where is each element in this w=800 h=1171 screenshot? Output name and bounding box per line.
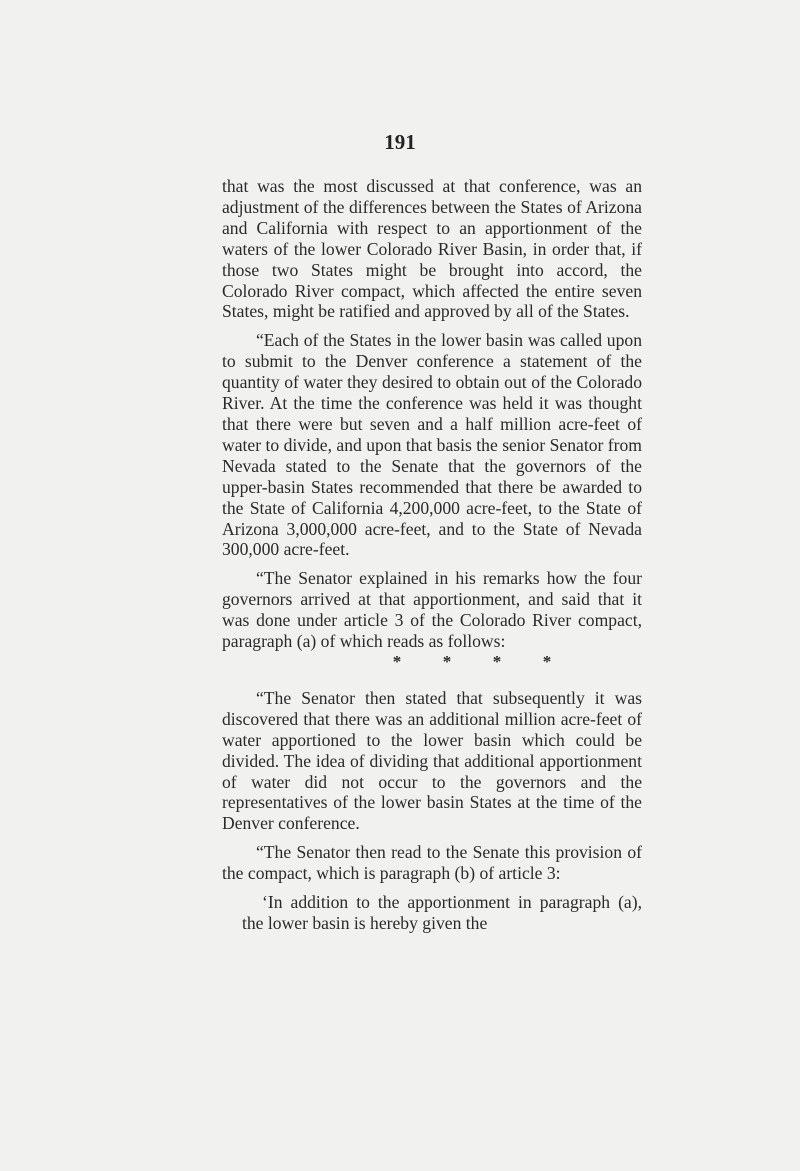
paragraph-denver-conference: “Each of the States in the lower basin was called upon to submit to the Denver conference a statement of the quantity of water they desired to obtain out of the Colorado River. At the time the conference was held it was thought that there were but seven and a half million acre-feet of water to divide, and upon that basis the senior Senator from Nevada stated to the Senate that the governors of the upper-basin States recommended that there be awarded to the State of California 4,200,000 acre-feet, to the State of Arizona 3,000,000 acre-feet, and to the State of Nevada 300,000 acre-feet. — [222, 330, 642, 560]
paragraph-provision: “The Senator then read to the Senate this provision of the compact, which is paragraph (b) of article 3: — [222, 842, 642, 884]
page-number: 191 — [384, 130, 416, 154]
compact-quote: ‘In addition to the apportionment in paragraph (a), the lower basin is hereby given the — [242, 892, 642, 933]
paragraph-article-3: “The Senator explained in his remarks how the four governors arrived at that apportionment, and said that it was done under article 3 of the Colorado River compact, paragraph (a) of which reads as follows: — [222, 568, 642, 652]
paragraph-continuation: that was the most discussed at that conference, was an adjustment of the differences between the States of Arizona and California with respect to an apportionment of the waters of the lower Colorado River Basin, in order that, if those two States might be brought into accord, the Colorado River compact, which affected the entire seven States, might be ratified and approved by all of the States. — [222, 176, 642, 322]
body-text — [222, 176, 642, 934]
omission-asterisks — [222, 652, 642, 674]
paragraph-additional-million: “The Senator then stated that subsequently it was discovered that there was an additional million acre-feet of water apportioned to the lower basin which could be divided. The idea of dividing that additional apportionment of water did not occur to the governors and the representatives of the lower basin States at the time of the Denver conference. — [222, 687, 642, 834]
asterisk: * — [392, 651, 402, 671]
asterisk: * — [492, 651, 502, 671]
asterisk: * — [542, 651, 552, 671]
asterisk: * — [442, 651, 452, 671]
